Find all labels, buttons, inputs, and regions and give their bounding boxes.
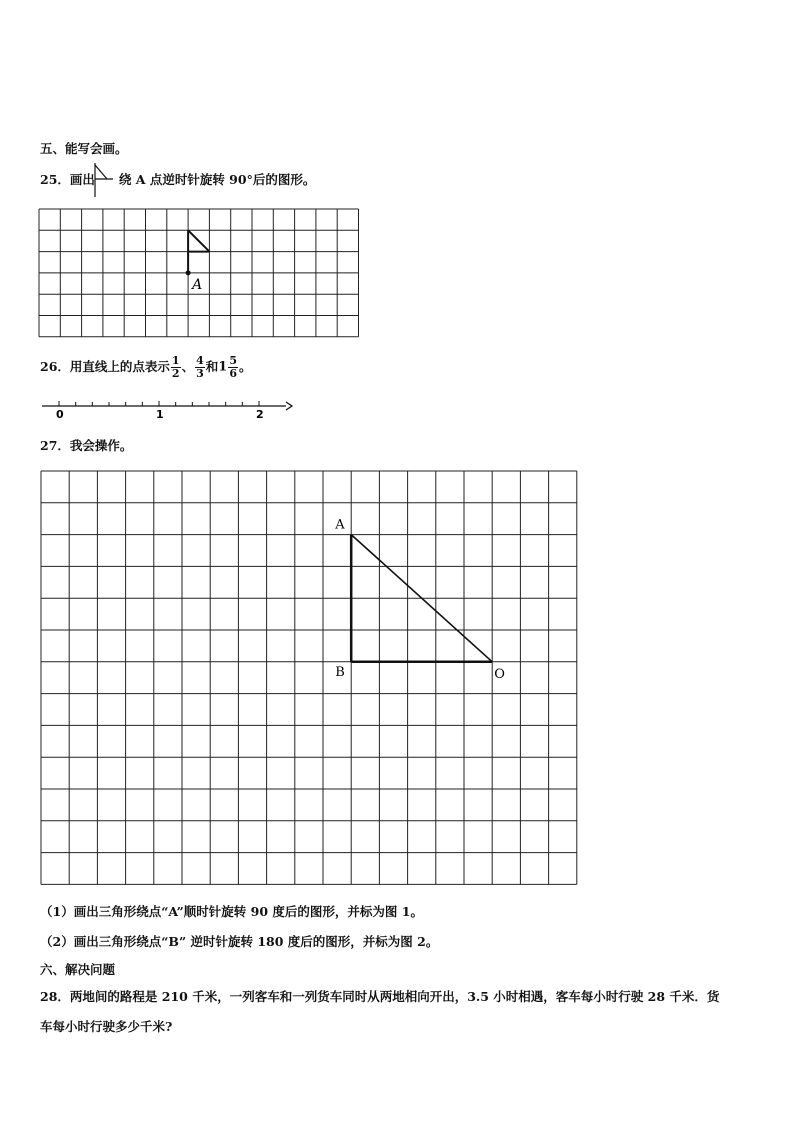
- question-26-text: 用直线上的点表示: [69, 359, 170, 374]
- axis-label-2: 2: [256, 408, 264, 421]
- question-27-sub-2: （2）画出三角形绕点“B” 逆时针旋转 180 度后的图形，并标为图 2。: [40, 934, 439, 949]
- triangle-label-b: B: [335, 664, 345, 680]
- point-a-label: A: [192, 276, 203, 293]
- fraction-five-sixths: $\frac{5}{6}$: [229, 354, 237, 380]
- q27-grid: [40, 470, 580, 886]
- question-27-sub-1: （1）画出三角形绕点“A”顺时针旋转 90 度后的图形，并标为图 1。: [40, 904, 423, 919]
- axis-label-1: 1: [156, 408, 164, 421]
- section-6-title: 六、解决问题: [40, 962, 116, 977]
- number-line: [40, 396, 295, 422]
- separator-1: 、: [181, 359, 195, 374]
- question-25-text-before: 画出: [69, 172, 95, 187]
- mixed-number-whole: 1: [218, 359, 228, 375]
- triangle-label-a: A: [335, 517, 345, 533]
- fraction-one-half: $\frac{1}{2}$: [171, 354, 180, 380]
- question-25-text-after: 绕 A 点逆时针旋转 90°后的图形。: [118, 172, 316, 187]
- separator-2: 和: [205, 359, 219, 374]
- question-26-end: 。: [238, 359, 252, 374]
- question-25: [40, 172, 315, 188]
- question-26: [40, 350, 251, 384]
- triangle-label-o: O: [494, 666, 505, 682]
- question-28-line-1: 28．两地间的路程是 210 千米，一列客车和一列货车同时从两地相向开出，3.5 小时相遇，客车每小时行驶 28 千米．货: [40, 989, 720, 1004]
- question-28-line-2: 车每小时行驶多少千米?: [40, 1019, 173, 1034]
- axis-label-0: 0: [56, 408, 64, 421]
- question-25-number: 25．: [40, 172, 70, 187]
- flag-diagonal: [188, 230, 209, 251]
- question-27: [40, 438, 132, 454]
- question-26-number: 26．: [40, 359, 70, 374]
- question-27-number: 27．: [40, 438, 70, 453]
- point-a-dot: [186, 270, 191, 275]
- fraction-four-thirds: $\frac{4}{3}$: [196, 354, 204, 380]
- q25-grid: [38, 208, 360, 338]
- question-27-title: 我会操作。: [69, 438, 133, 453]
- q25-inline-flag-figure: [93, 163, 117, 197]
- section-5-title: 五、能写会画。: [40, 141, 128, 156]
- axis-arrow: [286, 402, 292, 410]
